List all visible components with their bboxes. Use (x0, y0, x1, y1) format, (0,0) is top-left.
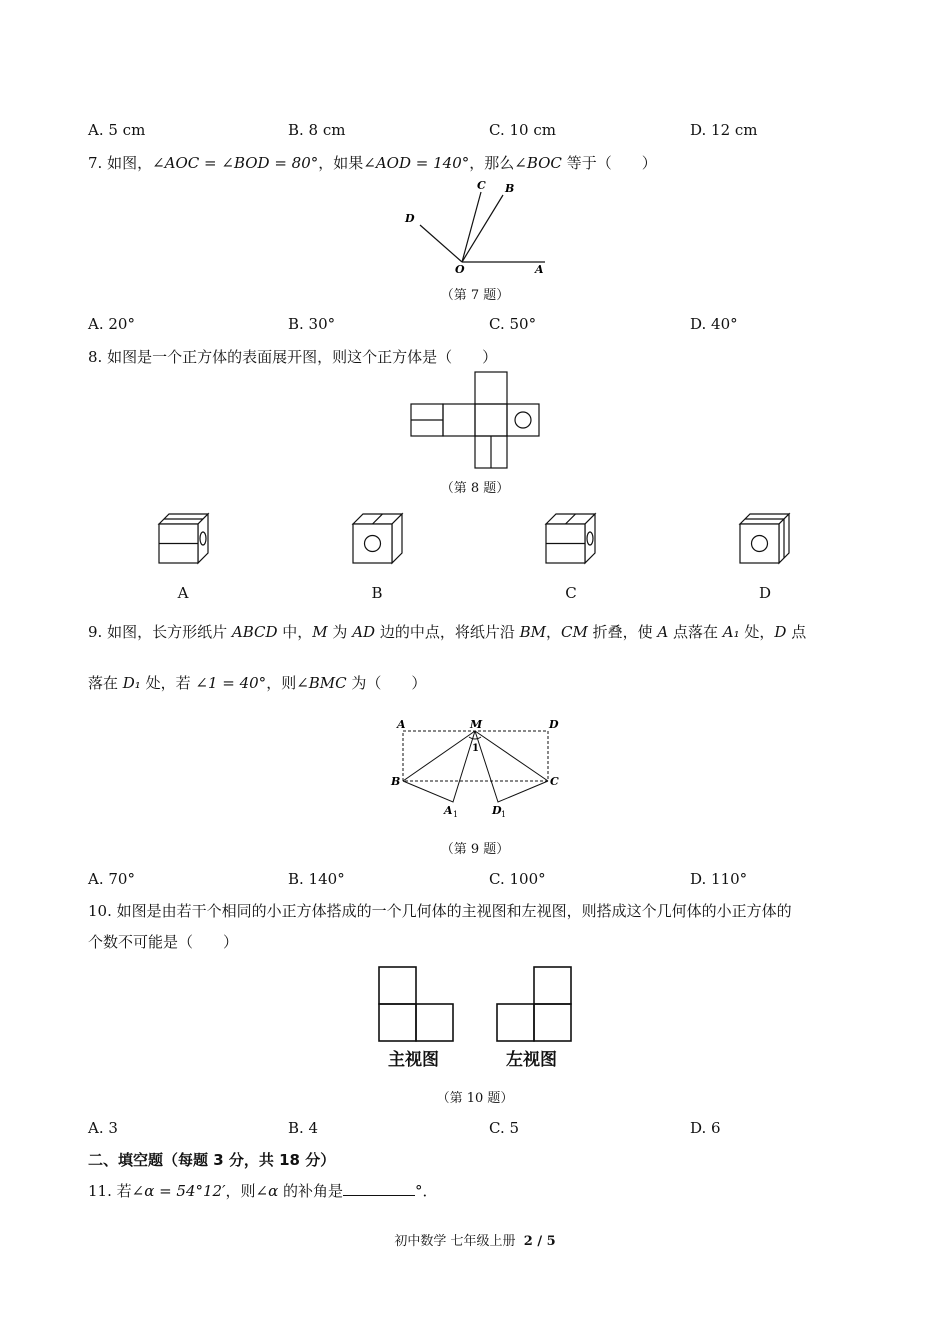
net-face-4 (507, 404, 539, 436)
footer-page-number: 2 / 5 (523, 1234, 556, 1249)
footer-course: 初中数学 七年级上册 (394, 1234, 516, 1249)
q8-cube-c (543, 511, 599, 565)
label-1: 1 (472, 743, 479, 754)
answer-blank[interactable] (343, 1181, 415, 1196)
q7-angle-figure (395, 175, 560, 280)
q7-option-b: B. 30° (288, 315, 336, 333)
q8-caption: （第 8 题） (440, 481, 510, 496)
q9-stem-line1: 9. 如图，长方形纸片 ABCD 中，M 为 AD 边的中点，将纸片沿 BM，CM 折叠，使 A 点落在 A₁ 处，D 点 (88, 623, 807, 641)
front-view-label: 主视图 (388, 1050, 439, 1070)
label-d1: D (492, 804, 502, 817)
q9-option-a: A. 70° (88, 870, 135, 888)
label-d: D (549, 718, 559, 731)
fold-bm (403, 731, 475, 781)
q10-option-c: C. 5 (489, 1119, 520, 1137)
label-a: A (535, 263, 544, 276)
net-face-2 (443, 404, 475, 436)
section-fill-blank-heading: 二、填空题（每题 3 分，共 18 分） (88, 1151, 336, 1169)
q8-stem: 8. 如图是一个正方体的表面展开图，则这个正方体是（ ） (88, 348, 498, 366)
angle-1-arc (469, 737, 481, 739)
q7-option-d: D. 40° (690, 315, 738, 333)
q7-option-c: C. 50° (489, 315, 537, 333)
label-b: B (505, 182, 515, 195)
label-a1-sub: 1 (453, 810, 459, 819)
q10-caption: （第 10 题） (436, 1091, 514, 1106)
q7-stem: 7. 如图，∠AOC = ∠BOD = 80°，如果∠AOD = 140°，那么∠BOC 等于（ ） (88, 154, 657, 172)
q9-stem-line2: 落在 D₁ 处，若 ∠1 = 40°，则∠BMC 为（ ） (88, 674, 427, 692)
q6-option-a: A. 5 cm (88, 121, 146, 139)
left-view-label: 左视图 (506, 1050, 557, 1070)
q10-option-b: B. 4 (288, 1119, 319, 1137)
page-footer (0, 1230, 950, 1249)
net-face-top (475, 372, 507, 404)
q10-stem-line1: 10. 如图是由若干个相同的小正方体搭成的一个几何体的主视图和左视图，则搭成这个几何体的小正方体的 (88, 902, 792, 920)
label-m: M (470, 718, 483, 731)
triangle-a1 (403, 731, 475, 802)
ray-ob (462, 195, 503, 262)
circle-icon (515, 412, 531, 428)
label-a1: A (444, 804, 453, 817)
q8-choice-d: D (758, 584, 772, 602)
label-b: B (391, 775, 401, 788)
ray-od (420, 225, 462, 262)
label-d1-sub: 1 (501, 810, 507, 819)
q9-option-d: D. 110° (690, 870, 748, 888)
label-d: D (405, 212, 415, 225)
q8-choice-b: B (371, 584, 383, 602)
q10-option-a: A. 3 (88, 1119, 118, 1137)
q8-choice-c: C (565, 584, 577, 602)
label-c: C (550, 775, 559, 788)
q7-option-a: A. 20° (88, 315, 135, 333)
q11-stem: 11. 若∠α = 54°12′，则∠α 的补角是 °． (88, 1182, 438, 1200)
q9-option-b: B. 140° (288, 870, 345, 888)
q6-option-b: B. 8 cm (288, 121, 346, 139)
q10-stem-line2: 个数不可能是（ ） (88, 933, 239, 951)
q10-option-d: D. 6 (690, 1119, 721, 1137)
q9-caption: （第 9 题） (440, 842, 510, 857)
q8-choice-a: A (177, 584, 189, 602)
fold-cm (475, 731, 548, 781)
net-face-3 (475, 404, 507, 436)
q8-cube-b (350, 511, 406, 565)
q9-option-c: C. 100° (489, 870, 546, 888)
q8-cube-net (410, 371, 542, 471)
label-o: O (455, 263, 465, 276)
q8-cube-a (156, 511, 212, 565)
q6-option-c: C. 10 cm (489, 121, 556, 139)
ray-oc (462, 192, 481, 262)
q7-caption: （第 7 题） (440, 288, 510, 303)
triangle-d1 (475, 731, 548, 802)
q6-option-d: D. 12 cm (690, 121, 758, 139)
label-c: C (477, 179, 486, 192)
q9-folding-figure (388, 715, 568, 825)
front-view (378, 966, 454, 1042)
left-view (496, 966, 572, 1042)
q8-cube-d (737, 511, 793, 565)
label-a: A (397, 718, 406, 731)
